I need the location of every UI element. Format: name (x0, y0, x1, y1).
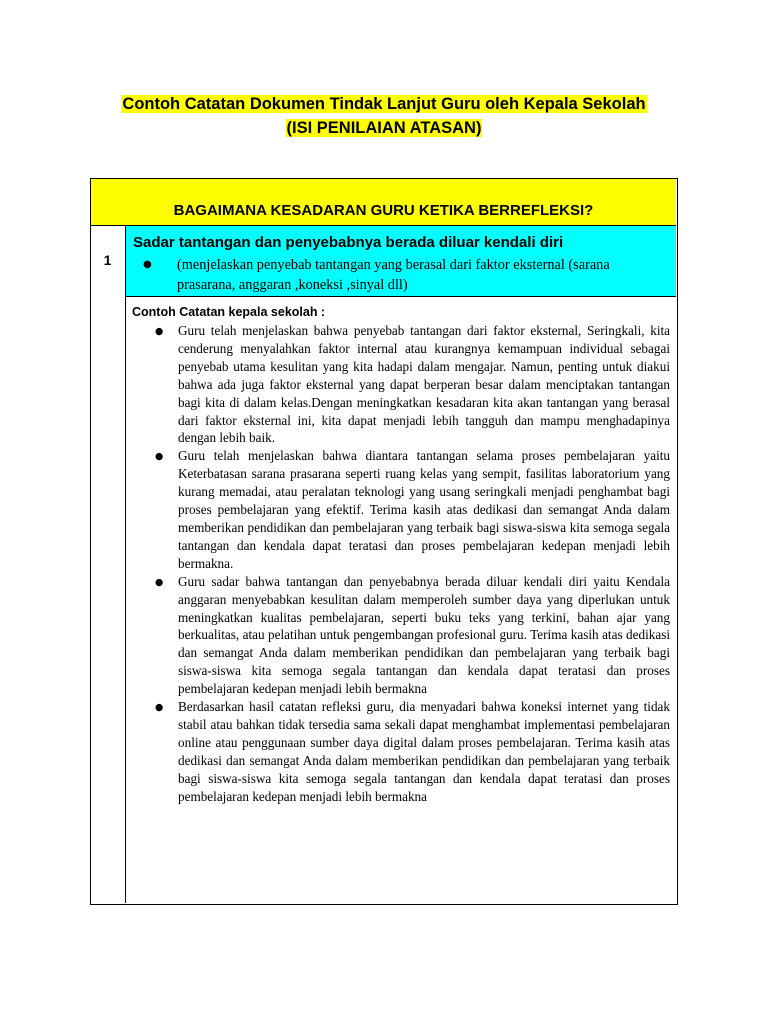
note-item-text: Berdasarkan hasil catatan refleksi guru, dia menyadari bahwa koneksi internet yang tidak stabil atau bahkan tidak tersedia sama sekali dapat menghambat implementasi pembelajaran online atau penggunaan sumber daya digital dalam proses pembelajaran. Terima kasih atas dedikasi dan semangat Anda dalam memberikan pendidikan dan pembelajaran yang terbaik bagi siswa-siswa kita semoga segala tantangan dan kendala dapat teratasi dan proses pembelajaran kedepan menjadi lebih bermakna (178, 699, 670, 804)
criteria-title: Sadar tantangan dan penyebabnya berada diluar kendali diri (133, 234, 564, 251)
note-item (126, 573, 674, 698)
title-line-2: (ISI PENILAIAN ATASAN) (286, 119, 482, 137)
row-number: 1 (103, 252, 112, 268)
bullet-icon: ● (155, 451, 164, 463)
note-item-text: Guru sadar bahwa tantangan dan penyebabnya berada diluar kendali diri yaitu Kendala anggaran menyebabkan kesulitan dalam memperoleh sumber daya yang diperlukan untuk meningkatkan kualitas pembelajaran, seperti buku teks yang terkini, bahan ajar yang berkualitas, atau pelatihan untuk pengembangan profesional guru. Terima kasih atas dedikasi dan semangat Anda dalam memberikan pendidikan dan pembelajaran yang terbaik bagi siswa-siswa kita semoga segala tantangan dan kendala dapat teratasi dan proses pembelajaran kedepan menjadi lebih bermakna (178, 573, 670, 697)
question-text: BAGAIMANA KESADARAN GURU KETIKA BERREFLEKSI? (173, 202, 594, 219)
note-item-text: Guru telah menjelaskan bahwa penyebab tantangan dari faktor eksternal, Seringkali, kita cenderung menyalahkan faktor internal atau kurangnya kemampuan individual sebagai penyebab utama kesulitan yang kita hadapi dalam mengajar. Namun, penting untuk diakui bahwa ada juga faktor eksternal yang dapat berperan besar dalam menciptakan tantangan bagi kita di dalam kelas.Dengan meningkatkan kesadaran kita akan tantangan yang berasal dari faktor eksternal ini, kita dapat menjadi lebih tangguh dan mampu menghadapinya dengan lebih baik. (178, 323, 670, 446)
note-item (126, 698, 674, 805)
criteria-item-text: (menjelaskan penyebab tantangan yang berasal dari faktor eksternal (sarana prasarana, anggaran ,koneksi ,sinyal dll) (177, 257, 610, 293)
bullet-icon: ● (155, 326, 164, 337)
bullet-icon: ● (155, 702, 164, 714)
notes-heading: Contoh Catatan kepala sekolah : (132, 305, 326, 319)
document-title (0, 92, 768, 140)
bullet-icon: ● (155, 576, 164, 588)
criteria-item (140, 255, 610, 295)
note-item-text: Guru telah menjelaskan bahwa diantara tantangan selama proses pembelajaran yaitu Keterbatasan sarana prasarana seperti ruang kelas yang sempit, fasilitas laboratorium yang kurang memadai, atau peralatan teknologi yang usang seringkali menjadi penghambat bagi proses pembelajaran yang efektif. Terima kasih atas dedikasi dan semangat Anda dalam memberikan pendidikan dan pembelajaran yang terbaik bagi siswa-siswa kita semoga segala tantangan dan kendala dapat teratasi dan proses pembelajaran kedepan menjadi lebih bermakna. (178, 448, 670, 571)
notes-cell (126, 297, 676, 903)
note-item (126, 322, 674, 447)
number-column (91, 226, 126, 903)
criteria-list (140, 255, 610, 295)
title-line-1: Contoh Catatan Dokumen Tindak Lanjut Guru oleh Kepala Sekolah (122, 95, 646, 113)
note-item (126, 447, 674, 572)
criteria-cell (126, 226, 676, 297)
notes-list (126, 322, 674, 805)
question-header-row (91, 179, 676, 226)
evaluation-table (90, 178, 678, 905)
bullet-icon: ● (143, 259, 152, 270)
